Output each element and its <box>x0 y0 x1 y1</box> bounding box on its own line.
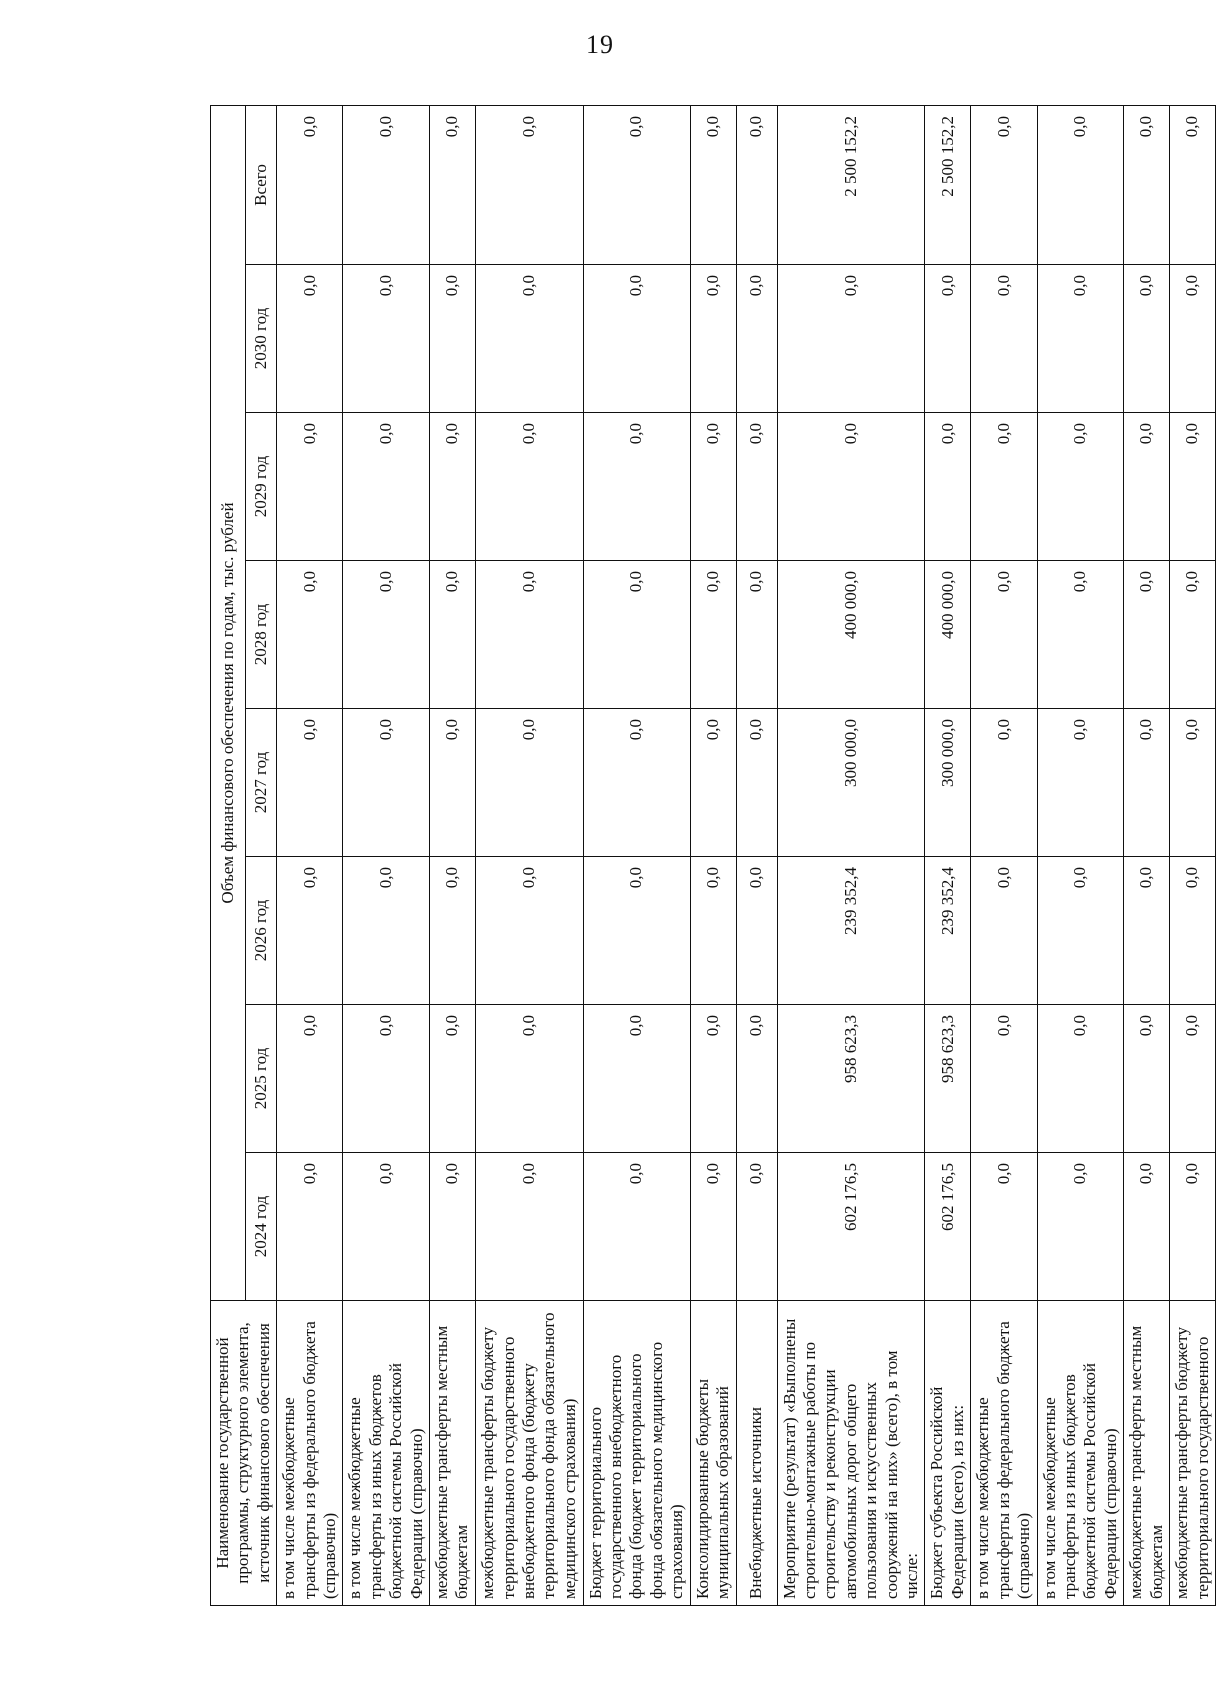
row-year-value: 0,0 <box>777 413 925 561</box>
row-name: в том числе межбюджетные трансферты из федерального бюджета (справочно) <box>971 1301 1037 1606</box>
row-year-value: 0,0 <box>1037 265 1124 413</box>
row-year-value: 0,0 <box>583 1153 690 1301</box>
row-year-value: 0,0 <box>1124 857 1170 1005</box>
row-year-value: 400 000,0 <box>777 561 925 709</box>
table-row <box>736 105 777 1605</box>
row-year-value: 0,0 <box>1037 561 1124 709</box>
row-year-value: 0,0 <box>429 857 475 1005</box>
row-total-value: 0,0 <box>343 105 430 264</box>
row-year-value: 0,0 <box>475 265 583 413</box>
row-year-value: 0,0 <box>1124 1153 1170 1301</box>
row-year-value: 0,0 <box>736 561 777 709</box>
row-year-value: 0,0 <box>690 709 736 857</box>
row-year-value: 0,0 <box>736 857 777 1005</box>
row-year-value: 0,0 <box>475 561 583 709</box>
row-year-value: 0,0 <box>736 709 777 857</box>
row-total-value: 2 500 152,2 <box>777 105 925 264</box>
row-year-value: 0,0 <box>1124 413 1170 561</box>
row-year-value: 0,0 <box>690 413 736 561</box>
row-total-value: 0,0 <box>736 105 777 264</box>
row-year-value: 300 000,0 <box>925 709 971 857</box>
row-year-value: 0,0 <box>736 265 777 413</box>
row-year-value: 602 176,5 <box>777 1153 925 1301</box>
row-year-value: 0,0 <box>1124 265 1170 413</box>
row-year-value: 0,0 <box>1037 709 1124 857</box>
row-total-value: 0,0 <box>429 105 475 264</box>
row-year-value: 0,0 <box>429 561 475 709</box>
row-year-value: 0,0 <box>736 1153 777 1301</box>
row-total-value: 0,0 <box>277 105 343 264</box>
row-year-value: 0,0 <box>475 1153 583 1301</box>
row-year-value: 0,0 <box>475 709 583 857</box>
row-year-value: 958 623,3 <box>777 1005 925 1153</box>
row-total-value: 0,0 <box>475 105 583 264</box>
row-name: Внебюджетные источники <box>736 1301 777 1606</box>
row-year-value: 300 000,0 <box>777 709 925 857</box>
row-year-value: 0,0 <box>971 709 1037 857</box>
table-row <box>925 105 971 1605</box>
row-name: Консолидированные бюджеты муниципальных образований <box>690 1301 736 1606</box>
row-year-value: 239 352,4 <box>925 857 971 1005</box>
table-row <box>475 105 583 1605</box>
row-year-value: 0,0 <box>1124 709 1170 857</box>
table-row <box>1037 105 1124 1605</box>
row-year-value: 0,0 <box>1170 1005 1216 1153</box>
row-total-value: 0,0 <box>1124 105 1170 264</box>
row-year-value: 958 623,3 <box>925 1005 971 1153</box>
row-total-value: 0,0 <box>690 105 736 264</box>
row-year-value: 0,0 <box>1037 857 1124 1005</box>
row-year-value: 602 176,5 <box>925 1153 971 1301</box>
row-total-value: 0,0 <box>971 105 1037 264</box>
name-column-header: Наименование государственной программы, структурного элемента, источник финансового обеспечения <box>211 1301 277 1606</box>
row-year-value: 0,0 <box>277 1153 343 1301</box>
table-row <box>429 105 475 1605</box>
table-row <box>971 105 1037 1605</box>
row-total-value: 0,0 <box>1037 105 1124 264</box>
row-year-value: 0,0 <box>1037 413 1124 561</box>
row-year-value: 0,0 <box>277 561 343 709</box>
row-year-value: 0,0 <box>1170 857 1216 1005</box>
row-total-value: 0,0 <box>583 105 690 264</box>
row-year-value: 0,0 <box>583 265 690 413</box>
financing-table <box>210 105 1216 1606</box>
row-year-value: 0,0 <box>925 413 971 561</box>
row-year-value: 0,0 <box>277 709 343 857</box>
row-year-value: 0,0 <box>971 1153 1037 1301</box>
row-year-value: 0,0 <box>1124 561 1170 709</box>
row-year-value: 400 000,0 <box>925 561 971 709</box>
row-year-value: 0,0 <box>277 1005 343 1153</box>
year-header: 2024 год <box>246 1153 277 1301</box>
year-header: 2029 год <box>246 413 277 561</box>
table-row <box>583 105 690 1605</box>
row-name: Мероприятие (результат) «Выполнены строительно-монтажные работы по строительству и реконструкции автомобильных дорог общего пользования и искусственных сооружений на них» (всего), в том числе: <box>777 1301 925 1606</box>
row-name: межбюджетные трансферты местным бюджетам <box>1124 1301 1170 1606</box>
row-year-value: 0,0 <box>429 413 475 561</box>
row-year-value: 0,0 <box>343 857 430 1005</box>
table-row <box>1124 105 1170 1605</box>
row-year-value: 0,0 <box>429 709 475 857</box>
row-year-value: 0,0 <box>343 1153 430 1301</box>
row-year-value: 0,0 <box>583 709 690 857</box>
row-total-value: 0,0 <box>1170 105 1216 264</box>
row-year-value: 0,0 <box>583 1005 690 1153</box>
year-header: 2026 год <box>246 857 277 1005</box>
row-year-value: 0,0 <box>777 265 925 413</box>
row-year-value: 0,0 <box>690 1005 736 1153</box>
row-year-value: 0,0 <box>1124 1005 1170 1153</box>
row-year-value: 0,0 <box>343 561 430 709</box>
row-year-value: 0,0 <box>925 265 971 413</box>
year-header: 2025 год <box>246 1005 277 1153</box>
table-row <box>343 105 430 1605</box>
row-year-value: 0,0 <box>1170 561 1216 709</box>
row-year-value: 0,0 <box>1170 413 1216 561</box>
row-year-value: 0,0 <box>343 1005 430 1153</box>
row-year-value: 0,0 <box>475 413 583 561</box>
row-year-value: 0,0 <box>971 265 1037 413</box>
row-year-value: 0,0 <box>1170 1153 1216 1301</box>
row-year-value: 0,0 <box>1170 265 1216 413</box>
row-year-value: 0,0 <box>583 413 690 561</box>
row-year-value: 0,0 <box>429 1153 475 1301</box>
row-year-value: 0,0 <box>971 413 1037 561</box>
row-year-value: 0,0 <box>736 413 777 561</box>
row-year-value: 0,0 <box>429 265 475 413</box>
row-name: в том числе межбюджетные трансферты из иных бюджетов бюджетной системы Российской Федерации (справочно) <box>343 1301 430 1606</box>
table-row <box>690 105 736 1605</box>
row-year-value: 0,0 <box>690 561 736 709</box>
row-year-value: 0,0 <box>690 857 736 1005</box>
row-name: в том числе межбюджетные трансферты из федерального бюджета (справочно) <box>277 1301 343 1606</box>
table-row <box>777 105 925 1605</box>
row-name: межбюджетные трансферты местным бюджетам <box>429 1301 475 1606</box>
row-year-value: 0,0 <box>583 561 690 709</box>
year-header: 2027 год <box>246 709 277 857</box>
row-year-value: 0,0 <box>429 1005 475 1153</box>
row-year-value: 0,0 <box>1170 709 1216 857</box>
row-year-value: 0,0 <box>736 1005 777 1153</box>
volume-group-header: Объем финансового обеспечения по годам, тыс. рублей <box>211 105 246 1300</box>
row-year-value: 0,0 <box>343 265 430 413</box>
row-year-value: 0,0 <box>277 265 343 413</box>
row-year-value: 0,0 <box>277 857 343 1005</box>
row-year-value: 0,0 <box>343 709 430 857</box>
total-header: Всего <box>246 105 277 264</box>
row-year-value: 0,0 <box>277 413 343 561</box>
row-year-value: 0,0 <box>690 1153 736 1301</box>
row-year-value: 0,0 <box>475 1005 583 1153</box>
year-header: 2030 год <box>246 265 277 413</box>
row-year-value: 0,0 <box>971 1005 1037 1153</box>
row-year-value: 0,0 <box>690 265 736 413</box>
table-row <box>277 105 343 1605</box>
row-year-value: 0,0 <box>343 413 430 561</box>
rotated-table-container <box>210 106 1212 1606</box>
row-year-value: 239 352,4 <box>777 857 925 1005</box>
row-year-value: 0,0 <box>971 857 1037 1005</box>
row-total-value: 2 500 152,2 <box>925 105 971 264</box>
row-year-value: 0,0 <box>1037 1153 1124 1301</box>
row-year-value: 0,0 <box>583 857 690 1005</box>
page-number: 19 <box>586 30 614 59</box>
row-name: межбюджетные трансферты бюджету территориального государственного <box>1170 1301 1216 1606</box>
table-row <box>1170 105 1216 1605</box>
row-year-value: 0,0 <box>475 857 583 1005</box>
row-name: в том числе межбюджетные трансферты из иных бюджетов бюджетной системы Российской Федерации (справочно) <box>1037 1301 1124 1606</box>
row-name: межбюджетные трансферты бюджету территориального государственного внебюджетного фонда (бюджету территориального фонда обязательного медицинского страхования) <box>475 1301 583 1606</box>
year-header: 2028 год <box>246 561 277 709</box>
row-year-value: 0,0 <box>1037 1005 1124 1153</box>
row-name: Бюджет субъекта Российской Федерации (всего), из них: <box>925 1301 971 1606</box>
row-name: Бюджет территориального государственного внебюджетного фонда (бюджет территориального фонда обязательного медицинского страхования) <box>583 1301 690 1606</box>
row-year-value: 0,0 <box>971 561 1037 709</box>
